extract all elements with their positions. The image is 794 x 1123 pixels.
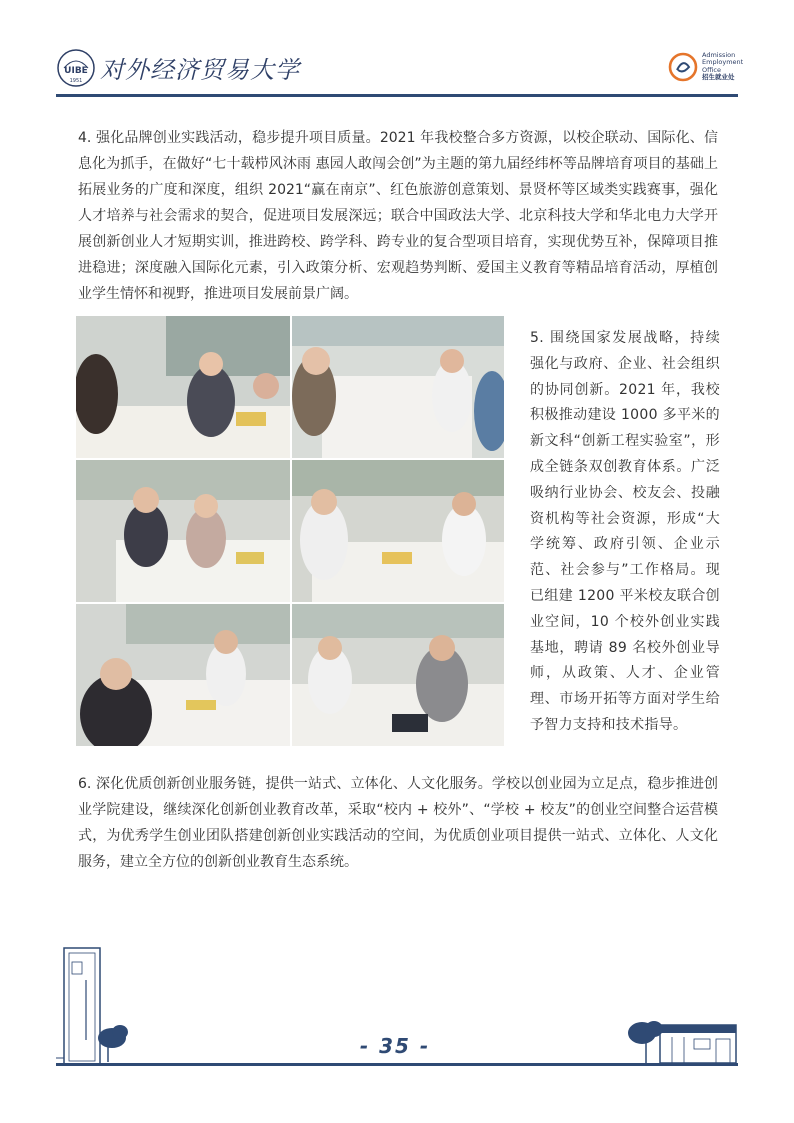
- paragraph-brand-practice: 4. 强化品牌创业实践活动，稳步提升项目质量。2021 年我校整合多方资源，以校企联动、国际化、信息化为抓手，在做好“七十载栉风沐雨 惠园人敢闯会创”为主题的第九届经纬杯等品牌培育项目的基础上拓展业务的广度和深度，组织 2021“赢在南京”、红色旅游创意策划、景贤杯等区域类实践赛事，强化人才培养与社会需求的契合，促进项目发展深远；联合中国政法大学、北京科技大学和华北电力大学开展创新创业人才短期实训，推进跨校、跨学科、跨专业的复合型项目培育，实现优势互补，保障项目推进稳进；深度融入国际化元素，引入政策分析、宏观趋势判断、爱国主义教育等精品培育活动，厚植创业学生情怀和视野，推进项目发展前景广阔。: [78, 130, 718, 302]
- page-number: - 35 -: [359, 1034, 431, 1058]
- university-emblem-icon: [56, 48, 96, 88]
- photo-discussion-6: [292, 604, 504, 746]
- office-name-en-1: Admission: [702, 51, 736, 59]
- footer-divider: [56, 1063, 738, 1066]
- photo-discussion-1: [76, 316, 290, 458]
- photo-discussion-5: [76, 604, 290, 746]
- office-name: [702, 52, 743, 81]
- building-illustration-right-icon: [620, 1015, 740, 1065]
- office-name-cn: 招生就业处: [702, 72, 735, 81]
- university-name: 对外经济贸易大学: [100, 56, 300, 84]
- page-header: [0, 0, 794, 98]
- university-year: 1951: [69, 78, 83, 84]
- office-name-en-3: Office: [702, 65, 721, 74]
- paragraph-service-chain: 6. 深化优质创新创业服务链，提供一站式、立体化、人文化服务。学校以创业园为立足点，稳步推进创业学院建设，继续深化创新创业教育改革，采取“校内 + 校外”、“学校 + 校友”的创业空间整合运营模式，为优秀学生创业团队搭建创新创业实践活动的空间，为优质创业项目提供一站式、立体化、人文化服务，建立全方位的创新创业教育生态系统。: [78, 776, 718, 870]
- building-illustration-left-icon: [56, 940, 136, 1066]
- photo-discussion-3: [76, 460, 290, 602]
- paragraph-national-strategy: 5. 围绕国家发展战略，持续强化与政府、企业、社会组织的协同创新。2021 年，我校积极推动建设 1000 多平米的新文科“创新工程实验室”，形成全链条双创教育体系。广泛吸纳行业协会、校友会、投融资机构等社会资源，形成“大学统筹、政府引领、企业示范、社会参与”工作格局。现已组建 1200 平米校友联合创业空间，10 个校外创业实践基地，聘请 89 名校外创业导师，从政策、人才、企业管理、市场开拓等方面对学生给予智力支持和技术指导。: [530, 330, 720, 733]
- photo-discussion-2: [292, 316, 504, 458]
- office-name-en-2: Employment: [702, 58, 744, 67]
- photo-discussion-4: [292, 460, 504, 602]
- employment-office-logo-icon: [668, 52, 698, 82]
- university-abbr: UIBE: [64, 66, 88, 76]
- header-divider: [56, 94, 738, 97]
